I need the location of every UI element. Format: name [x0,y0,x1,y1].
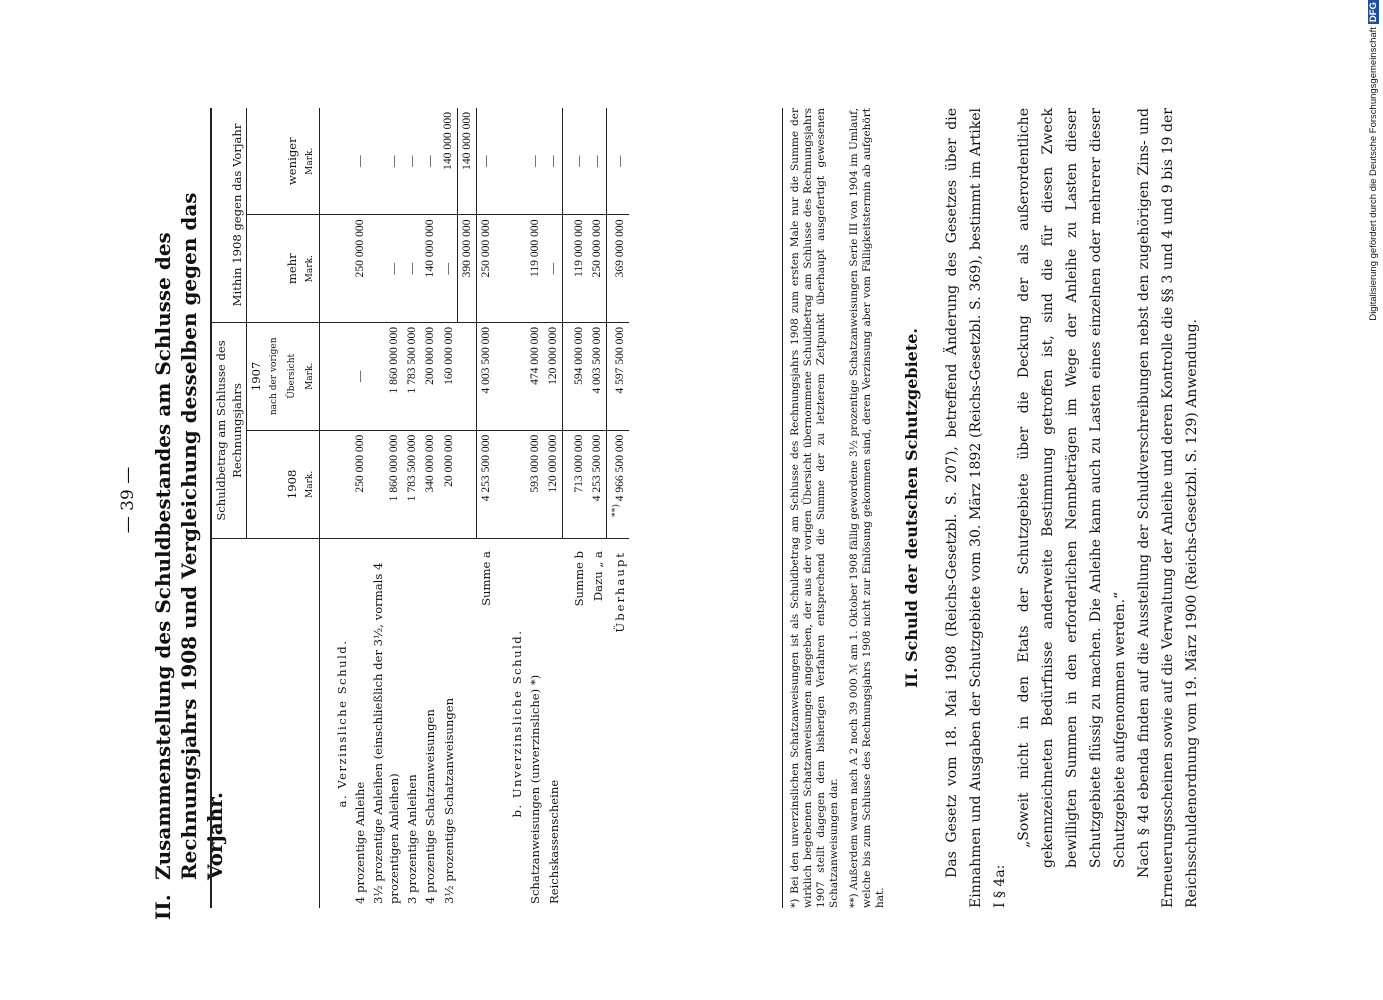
footnote-2: **) Außerdem waren nach A 2 noch 39 000 ℳ am 1. Oktober 1908 fällig gewordene 3½ prozentige Schatzanweisungen Serie III von 1904 im Umlauf, welche bis zum Schlusse des Rechnungsjahrs 1908 nicht zur Einlösung gekommen sind, deren Verzinsung aber vom Fälligkeitstermin ab aufgehört hat. [848,108,886,908]
quote-paragraph: „Soweit nicht in den Etats der Schutzgebiete über die Deckung der als außerordentliche gekennzeichneten Bedürfnisse anderweite Bestimmung getroffen ist, sind die für diesen Zweck bewilligten Summen in den erforderlichen Nennbeträgen im Wege der Anleihe zu Lasten dieser Schutzgebiete flüssig zu machen. Die Anleihe kann auch zu Lasten eines einzelnen oder mehrerer dieser Schutzgebiete aufgenommen werden.“ [1016,108,1128,868]
total-label: Überhaupt [612,551,627,633]
table-row: 3 prozentige Anleihen 1 783 500 000 1 783 500 000 — — [403,108,421,908]
section-a-heading: a. Verzinsliche Schuld. [335,639,349,808]
unit-more: Mark. [301,215,320,322]
section-2-heading: II. Schuld der deutschen Schutzgebiete. [902,327,921,689]
gross-diff-row [458,108,477,908]
section-b-row [495,108,526,908]
digitization-text: Digitalisierung gefördert durch die Deutsche Forschungsgemeinschaft [1368,27,1379,321]
title-number: II. [151,894,175,920]
digitization-note [1368,0,1379,992]
total-footnote-mark: **) [610,504,621,518]
footnote-1: *) Bei den unverzinslichen Schatzanweisungen ist als Schuldbetrag am Schlusse des Rechnungsjahrs 1908 zum ersten Male nur die Summe der wirklich begebenen Schatzanweisungen angegeben, der aus der vorigen Übersicht übernommene Schuldbetrag am Schlusse des Rechnungsjahrs 1907 stellt dagegen dem bisherigen Verfahren entsprechend die Summe der zu letzterem Zeitpunkt überhaupt ausgefertigt gewesenen Schatzanweisungen dar. [782,108,841,908]
debt-table [210,108,629,908]
col-1907-label: 1907 [249,361,263,392]
col-more-header: mehr [247,215,302,322]
table-row: Reichskassenscheine 120 000 000 120 000 000 — — [544,108,563,908]
unit-1908: Mark. [301,430,320,538]
title-text: Zusammenstellung des Schuldbestandes am Schlusse des Rechnungsjahrs 1908 und Vergleichung desselben gegen das Vorjahr. [151,192,227,880]
table-row: 4 prozentige Anleihe 250 000 000 — 250 000 000 — [351,108,369,908]
plus-a-label: Dazu „ a [590,551,605,602]
gross-more: 390 000 000 [458,215,477,322]
gross-less: 140 000 000 [458,108,477,215]
amount-group-header: Schuldbetrag am Schlusse des Rechnungsjahrs [211,322,247,538]
label-header [211,539,320,908]
total-row: Überhaupt **) 4 966 500 000 4 597 500 000 369 000 000 — [607,108,629,908]
section-2-body [940,108,1204,908]
unit-less: Mark. [301,108,320,215]
table-row: 3½ prozentige Anleihen (einschließlich der 3½, vormals 4 prozentigen Anleihen) 1 860 000 000 1 860 000 000 — — [369,108,403,908]
paragraph: Nach § 4d ebenda finden auf die Ausstellung der Schuldverschreibungen nebst den zugehörigen Zins- und Erneuerungsscheinen sowie auf die Verwaltung der Anleihe und deren Kontrolle die §§ 3 und 4 und 9 bis 19 der Reichsschuldenordnung vom 19. März 1900 (Reichs-Gesetzbl. S. 129) Anwendung. [1136,108,1200,908]
col-less-header: weniger [247,108,302,215]
subtotal-a-label: Summe a [479,551,493,606]
col-1908-header: 1908 [247,430,302,538]
header-row-1 [211,108,247,908]
col-1907-header [247,322,302,430]
table-row: Schatzanweisungen (unverzinsliche) *) 593 000 000 474 000 000 119 000 000 — [526,108,544,908]
total-1908: 4 966 500 000 [612,434,626,502]
page-number: — 39 — [118,466,138,534]
subtotal-a-row: Summe a 4 253 500 000 4 003 500 000 250 000 000 — [477,108,496,908]
table-row: 4 prozentige Schatzanweisungen 340 000 000 200 000 000 140 000 000 — [421,108,439,908]
col-1907-note: nach der vorigen Übersicht [269,337,297,416]
section-b-heading: b. Unverzinsliche Schuld. [510,629,524,818]
unit-1907: Mark. [301,322,320,430]
plus-a-row: Dazu „ a 4 253 500 000 4 003 500 000 250 000 000 — [588,108,607,908]
paragraph: Das Gesetz vom 18. Mai 1908 (Reichs-Gesetzbl. S. 207), betreffend Änderung des Gesetzes über die Einnahmen und Ausgaben der Schutzgebiete vom 30. März 1892 (Reichs-Gesetzbl. S. 369), bestimmt im Artikel I § 4a: [944,108,1008,908]
section-a-row [320,108,352,908]
table-row: 3½ prozentige Schatzanweisungen 20 000 000 160 000 000 — 140 000 000 [439,108,458,908]
subtotal-b-row: Summe b 713 000 000 594 000 000 119 000 000 — [563,108,589,908]
dfg-logo: DFG [1368,2,1379,23]
diff-group-header: Mithin 1908 gegen das Vorjahr [211,108,247,322]
subtotal-b-label: Summe b [572,551,586,607]
